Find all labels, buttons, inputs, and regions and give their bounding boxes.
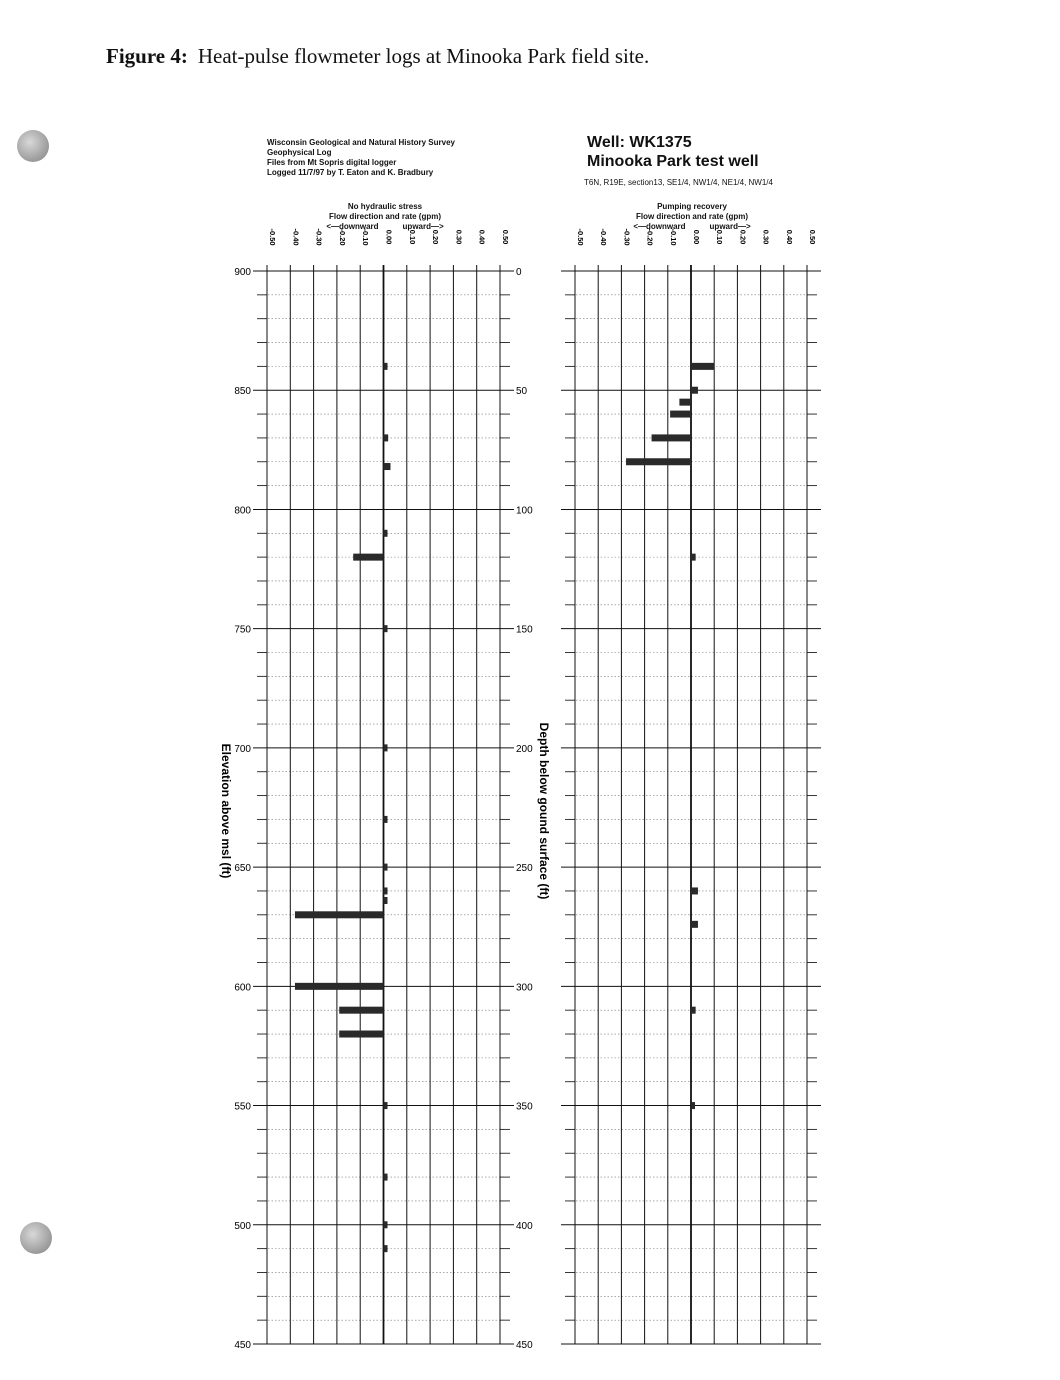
elevation-tick-label: 450 (234, 1340, 251, 1351)
x-tick-label: -0.50 (576, 228, 585, 246)
left-panel-xlabel: Flow direction and rate (gpm) (328, 212, 441, 221)
flow-bar (384, 1221, 388, 1228)
flow-bar (384, 1102, 388, 1109)
x-tick-label: -0.20 (337, 228, 347, 246)
flow-bar (626, 458, 691, 465)
left-panel-title: No hydraulic stress (347, 202, 423, 211)
elevation-tick-label: 850 (234, 386, 251, 398)
figure-label: Figure 4: (106, 44, 188, 68)
flow-bar (384, 434, 389, 441)
elevation-tick-label: 500 (234, 1220, 251, 1232)
elevation-tick-label: 650 (234, 863, 251, 875)
depth-tick-label: 250 (516, 863, 533, 875)
x-tick-label: -0.40 (599, 228, 609, 246)
survey-header-line: Logged 11/7/97 by T. Eaton and K. Bradbury (267, 168, 434, 177)
left-downward-label: <—downward (326, 222, 379, 231)
flow-bar (691, 921, 698, 928)
depth-tick-label: 0 (516, 267, 522, 278)
flow-bar (691, 554, 696, 561)
flow-bar (384, 363, 388, 370)
x-tick-label: 0.10 (407, 229, 417, 245)
depth-tick-label: 50 (516, 386, 528, 398)
elevation-tick-label: 600 (234, 982, 251, 994)
x-tick-label: -0.10 (361, 228, 371, 246)
elevation-tick-label: 550 (234, 1101, 251, 1113)
x-tick-label: 0.20 (738, 229, 748, 245)
flow-bar (691, 887, 698, 894)
x-tick-label: 0.00 (384, 229, 394, 245)
flow-bar (384, 463, 391, 470)
x-tick-label: 0.20 (431, 229, 441, 245)
elevation-axis-label: Elevation above msl (ft) (219, 743, 233, 879)
flow-bar (384, 1245, 388, 1252)
flow-bar (384, 744, 388, 751)
depth-tick-label: 200 (516, 743, 533, 755)
elevation-tick-label: 800 (234, 505, 251, 517)
right-panel-title: Pumping recovery (657, 202, 727, 211)
x-tick-label: 0.30 (761, 229, 771, 245)
flow-bar (384, 887, 388, 894)
survey-header-line: Geophysical Log (267, 148, 332, 157)
flow-bar (384, 530, 388, 537)
depth-tick-label: 100 (516, 505, 533, 517)
depth-axis-label: Depth below gound surface (ft) (537, 722, 551, 900)
flow-bar (691, 363, 714, 370)
depth-tick-label: 450 (516, 1340, 533, 1351)
flow-bar (384, 625, 388, 632)
flow-bar (670, 411, 691, 418)
flow-bar (691, 1102, 695, 1109)
x-tick-label: -0.30 (622, 228, 632, 246)
x-tick-label: 0.00 (692, 229, 701, 245)
left-panel (234, 228, 533, 1351)
flow-bar (652, 434, 691, 441)
x-tick-label: 0.40 (477, 229, 487, 245)
flow-bar (679, 399, 691, 406)
x-tick-label: 0.40 (784, 229, 794, 245)
right-upward-label: upward—> (709, 222, 751, 231)
x-tick-label: 0.30 (454, 229, 464, 245)
elevation-tick-label: 900 (234, 267, 251, 278)
depth-tick-label: 150 (516, 624, 533, 636)
figure-caption-text: Heat-pulse flowmeter logs at Minooka Park field site. (197, 44, 650, 68)
flow-bar (384, 864, 388, 871)
left-upward-label: upward—> (402, 222, 444, 231)
flow-bar (295, 911, 384, 918)
depth-tick-label: 350 (516, 1101, 533, 1113)
flow-bar (384, 897, 388, 904)
x-tick-label: 0.10 (715, 229, 725, 245)
x-tick-label: -0.20 (645, 228, 655, 246)
flow-bar (384, 816, 388, 823)
x-tick-label: 0.50 (501, 229, 510, 245)
flow-bar (384, 1174, 388, 1181)
x-tick-label: -0.10 (668, 228, 678, 246)
flow-bar (339, 1031, 383, 1038)
x-tick-label: 0.50 (808, 229, 817, 245)
x-tick-label: -0.40 (291, 228, 301, 246)
flow-bar (339, 1007, 383, 1014)
flow-bar (691, 387, 698, 394)
depth-tick-label: 400 (516, 1220, 533, 1232)
well-subtitle: Minooka Park test well (587, 153, 759, 170)
elevation-tick-label: 700 (234, 743, 251, 755)
depth-tick-label: 300 (516, 982, 533, 994)
survey-header-line: Wisconsin Geological and Natural History Survey (267, 138, 455, 147)
well-title: Well: WK1375 (587, 134, 692, 151)
well-location: T6N, R19E, section13, SE1/4, NW1/4, NE1/4, NW1/4 (584, 178, 773, 187)
x-tick-label: -0.30 (314, 228, 324, 246)
right-panel-xlabel: Flow direction and rate (gpm) (635, 212, 748, 221)
right-downward-label: <—downward (633, 222, 686, 231)
flow-bar (353, 554, 383, 561)
flow-bar (295, 983, 384, 990)
x-tick-label: -0.50 (268, 228, 277, 246)
right-panel (561, 228, 821, 1344)
elevation-tick-label: 750 (234, 624, 251, 636)
flow-bar (691, 1007, 696, 1014)
survey-header-line: Files from Mt Sopris digital logger (267, 158, 397, 167)
